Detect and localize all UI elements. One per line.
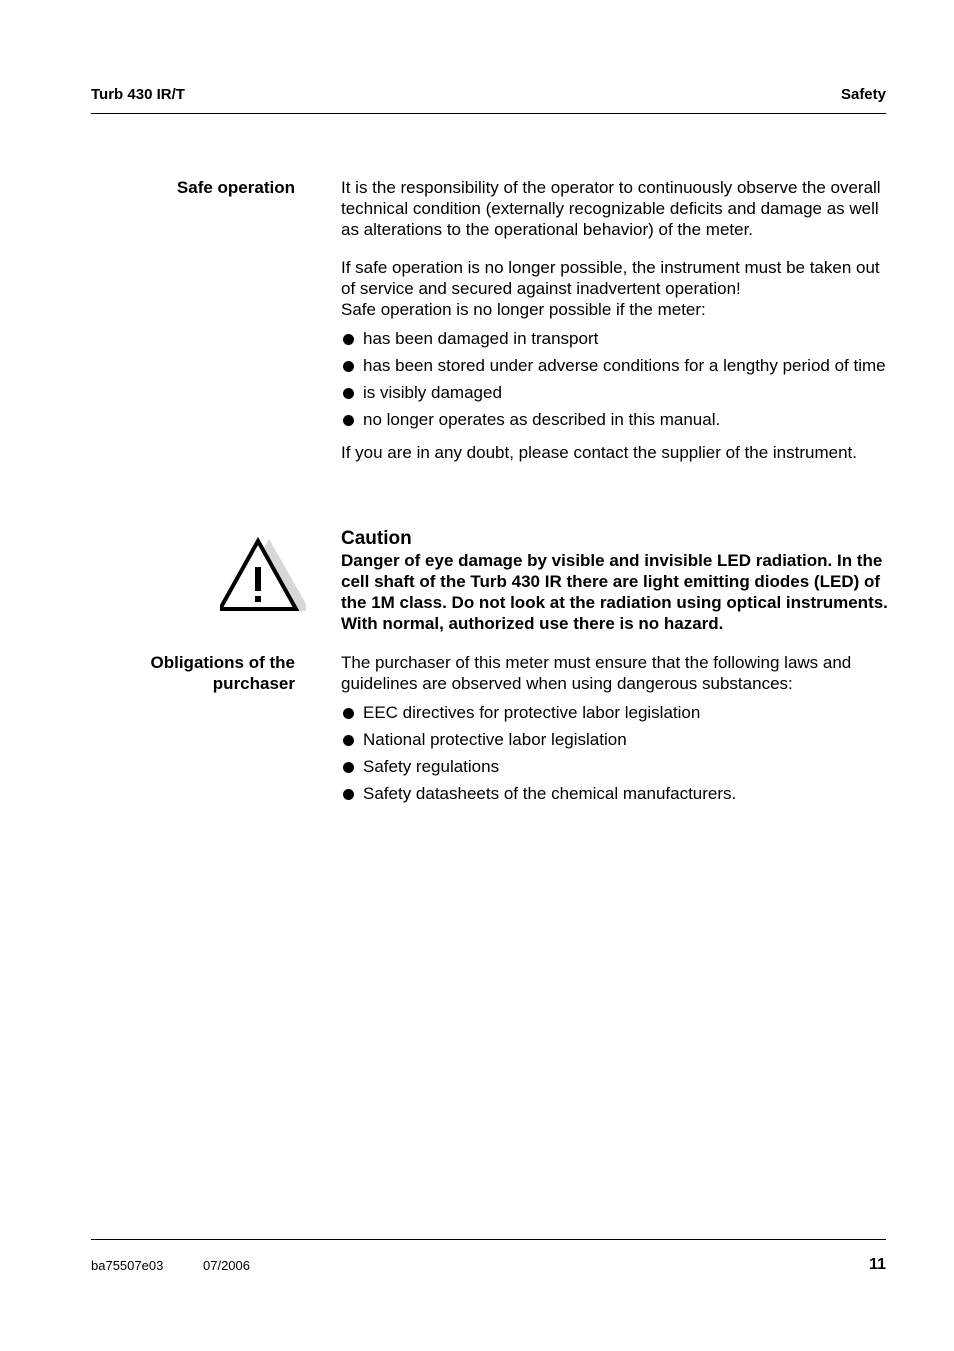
safe-operation-para2-line1: If safe operation is no longer possible, the instrument must be taken out of service and secured against inadvertent operation!: [341, 258, 880, 298]
header-chapter: Safety: [840, 86, 886, 103]
list-item: has been damaged in transport: [341, 328, 889, 349]
list-item: Safety datasheets of the chemical manufacturers.: [341, 783, 889, 804]
obligations-section: [341, 652, 889, 810]
header-rule: [91, 113, 886, 114]
footer-date: 07/2006: [203, 1258, 250, 1273]
obligations-heading-line2: purchaser: [212, 674, 295, 693]
safe-operation-para1: It is the responsibility of the operator to continuously observe the overall technical condition (externally recognizable deficits and damage as well as alterations to the operational behavior) of the meter.: [341, 178, 881, 239]
safe-operation-para3: If you are in any doubt, please contact the supplier of the instrument.: [341, 443, 857, 462]
list-item: EEC directives for protective labor legislation: [341, 702, 889, 723]
caution-title: Caution: [341, 528, 412, 549]
list-item: has been stored under adverse conditions for a lengthy period of time: [341, 355, 889, 376]
list-item: no longer operates as described in this manual.: [341, 409, 889, 430]
list-item: is visibly damaged: [341, 382, 889, 403]
header-product: Turb 430 IR/T: [91, 86, 185, 103]
caution-text: Danger of eye damage by visible and invisible LED radiation. In the cell shaft of the Turb 430 IR there are light emitting diodes (LED) of the 1M class. Do not look at the radiation using optical instruments. With normal, authorized use there is no hazard.: [341, 551, 888, 633]
obligations-intro: The purchaser of this meter must ensure that the following laws and guidelines are observed when using dangerous substances:: [341, 653, 852, 693]
page-number: 11: [869, 1256, 886, 1273]
footer-rule: [91, 1239, 886, 1240]
safe-operation-heading: Safe operation: [176, 178, 295, 197]
safe-operation-para2-line2: Safe operation is no longer possible if the meter:: [341, 300, 706, 319]
obligations-heading: [151, 652, 296, 694]
footer-doc-id: ba75507e03: [91, 1258, 164, 1273]
list-item: Safety regulations: [341, 756, 889, 777]
warning-triangle-icon: [220, 535, 306, 613]
obligations-heading-line1: Obligations of the: [150, 653, 295, 672]
obligations-list: [341, 702, 889, 804]
safe-operation-list: [341, 328, 889, 430]
safe-operation-section: [341, 177, 889, 463]
list-item: National protective labor legislation: [341, 729, 889, 750]
caution-block: [341, 528, 889, 634]
